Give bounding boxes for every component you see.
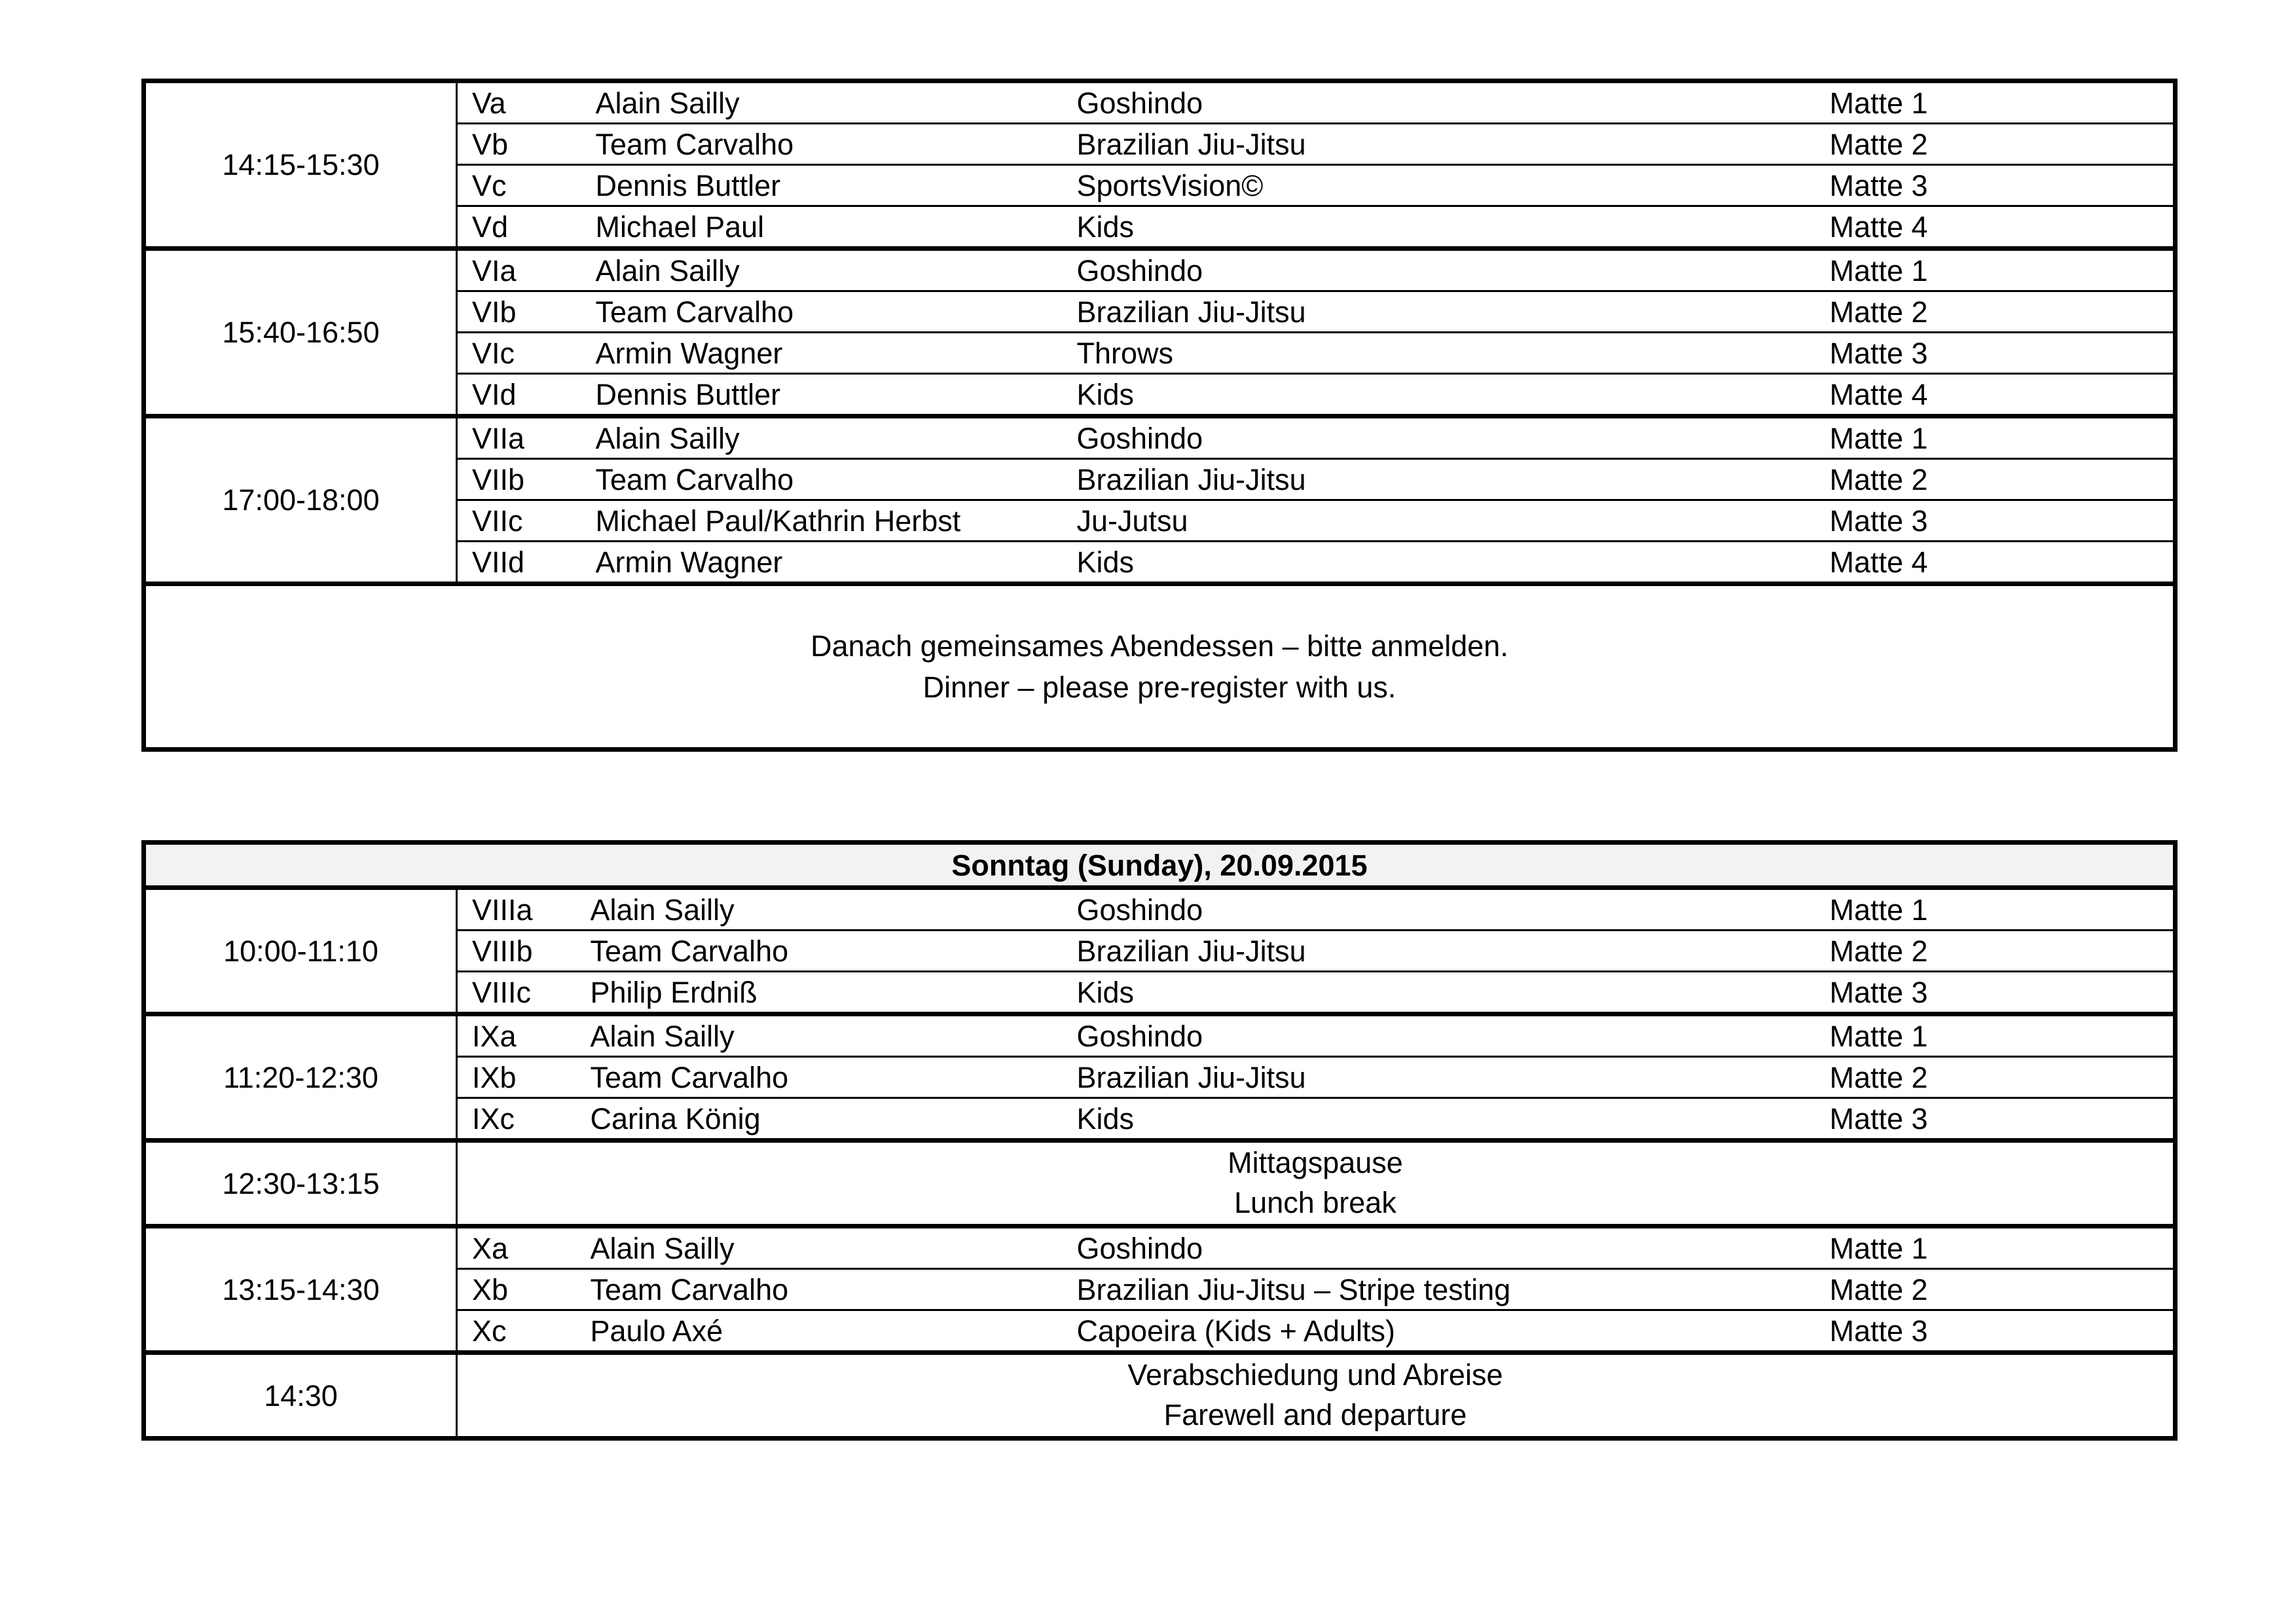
session-topic: Throws xyxy=(1077,333,1830,374)
session-trainer: Team Carvalho xyxy=(596,459,1077,500)
time-slot: 17:00-18:00 xyxy=(144,416,457,584)
dinner-note-block xyxy=(144,584,2176,750)
time-slot: 13:15-14:30 xyxy=(144,1227,457,1353)
session-topic: Ju-Jutsu xyxy=(1077,500,1830,542)
session-mat: Matte 2 xyxy=(1830,459,2176,500)
session-trainer: Dennis Buttler xyxy=(595,377,781,411)
dinner-note-german: Danach gemeinsames Abendessen – bitte anmelden. xyxy=(811,629,1508,663)
time-slot: 14:30 xyxy=(144,1353,457,1439)
time-block xyxy=(144,888,2176,1014)
session-trainer: Alain Sailly xyxy=(596,249,1077,291)
session-code: VIIb xyxy=(457,459,596,500)
session-topic: Goshindo xyxy=(1077,81,1830,124)
session-topic: Kids xyxy=(1076,1101,1135,1135)
session-code: VId xyxy=(472,377,517,411)
session-topic: Brazilian Jiu-Jitsu xyxy=(1077,1057,1830,1098)
session-mat: Matte 3 xyxy=(1829,1314,1928,1348)
time-block xyxy=(144,81,2176,249)
session-trainer: Armin Wagner xyxy=(595,545,783,579)
session-trainer: Team Carvalho xyxy=(591,1269,1077,1310)
day-header-block xyxy=(144,843,2176,888)
session-code: VIIIb xyxy=(457,931,591,972)
session-code: VIIIc xyxy=(472,975,532,1009)
sunday-schedule-table xyxy=(141,840,2178,1441)
session-trainer: Alain Sailly xyxy=(596,416,1077,459)
session-topic: Capoeira (Kids + Adults) xyxy=(1076,1314,1395,1348)
time-block xyxy=(144,1227,2176,1353)
lunch-block xyxy=(144,1141,2176,1227)
session-code: IXc xyxy=(472,1101,515,1135)
lunch-break-english: Lunch break xyxy=(1234,1186,1396,1219)
session-code: Xa xyxy=(457,1227,591,1269)
session-code: VIIc xyxy=(457,500,596,542)
time-slot: 14:15-15:30 xyxy=(144,81,457,249)
session-code: IXb xyxy=(457,1057,591,1098)
session-trainer: Armin Wagner xyxy=(596,333,1077,374)
time-slot: 12:30-13:15 xyxy=(144,1141,457,1227)
dinner-note-english: Dinner – please pre-register with us. xyxy=(922,671,1396,704)
farewell xyxy=(457,1353,2176,1439)
session-mat: Matte 4 xyxy=(1829,377,1928,411)
session-mat: Matte 1 xyxy=(1830,1014,2176,1057)
session-mat: Matte 1 xyxy=(1830,81,2176,124)
session-code: Xb xyxy=(457,1269,591,1310)
session-trainer: Alain Sailly xyxy=(591,1014,1077,1057)
time-slot: 11:20-12:30 xyxy=(144,1014,457,1141)
saturday-schedule-table xyxy=(141,79,2178,752)
session-topic: Kids xyxy=(1076,377,1135,411)
farewell-block xyxy=(144,1353,2176,1439)
session-code: Xc xyxy=(472,1314,507,1348)
session-topic: Brazilian Jiu-Jitsu xyxy=(1077,931,1830,972)
session-trainer: Michael Paul/Kathrin Herbst xyxy=(596,500,1077,542)
session-mat: Matte 3 xyxy=(1830,333,2176,374)
session-mat: Matte 2 xyxy=(1830,931,2176,972)
session-topic: Kids xyxy=(1076,975,1135,1009)
session-mat: Matte 2 xyxy=(1830,124,2176,165)
session-code: Vb xyxy=(457,124,596,165)
time-slot: 10:00-11:10 xyxy=(144,888,457,1014)
session-mat: Matte 4 xyxy=(1829,545,1928,579)
session-code: VIc xyxy=(457,333,596,374)
session-trainer: Team Carvalho xyxy=(596,124,1077,165)
time-slot: 15:40-16:50 xyxy=(144,249,457,416)
session-topic: Brazilian Jiu-Jitsu xyxy=(1077,459,1830,500)
farewell-german: Verabschiedung und Abreise xyxy=(1127,1358,1503,1392)
session-topic: Goshindo xyxy=(1077,416,1830,459)
session-code: VIIIa xyxy=(457,888,591,931)
session-mat: Matte 2 xyxy=(1830,1269,2176,1310)
session-topic: Goshindo xyxy=(1077,249,1830,291)
session-code: VIId xyxy=(472,545,525,579)
session-code: VIb xyxy=(457,291,596,333)
session-mat: Matte 4 xyxy=(1829,210,1928,244)
session-trainer: Carina König xyxy=(590,1101,761,1135)
session-trainer: Alain Sailly xyxy=(591,888,1077,931)
session-mat: Matte 2 xyxy=(1830,291,2176,333)
session-code: Va xyxy=(457,81,596,124)
session-topic: SportsVision© xyxy=(1077,165,1830,206)
lunch-break xyxy=(457,1141,2176,1227)
session-trainer: Alain Sailly xyxy=(591,1227,1077,1269)
session-trainer: Paulo Axé xyxy=(590,1314,723,1348)
session-mat: Matte 2 xyxy=(1830,1057,2176,1098)
time-block xyxy=(144,249,2176,416)
farewell-english: Farewell and departure xyxy=(1163,1398,1467,1431)
time-block xyxy=(144,1014,2176,1141)
session-topic: Brazilian Jiu-Jitsu – Stripe testing xyxy=(1077,1269,1830,1310)
day-header: Sonntag (Sunday), 20.09.2015 xyxy=(144,843,2176,888)
dinner-note xyxy=(144,584,2176,750)
session-code: Vd xyxy=(472,210,509,244)
session-mat: Matte 3 xyxy=(1830,500,2176,542)
session-mat: Matte 1 xyxy=(1830,249,2176,291)
session-topic: Goshindo xyxy=(1077,888,1830,931)
session-topic: Brazilian Jiu-Jitsu xyxy=(1077,291,1830,333)
lunch-break-german: Mittagspause xyxy=(1228,1146,1403,1180)
session-trainer: Philip Erdniß xyxy=(590,975,757,1009)
time-block xyxy=(144,416,2176,584)
session-code: VIa xyxy=(457,249,596,291)
session-trainer: Team Carvalho xyxy=(591,931,1077,972)
session-trainer: Alain Sailly xyxy=(596,81,1077,124)
session-trainer: Dennis Buttler xyxy=(596,165,1077,206)
session-trainer: Michael Paul xyxy=(595,210,765,244)
session-mat: Matte 1 xyxy=(1830,1227,2176,1269)
session-mat: Matte 3 xyxy=(1829,1101,1928,1135)
session-topic: Goshindo xyxy=(1077,1014,1830,1057)
session-trainer: Team Carvalho xyxy=(596,291,1077,333)
session-topic: Kids xyxy=(1076,545,1135,579)
session-mat: Matte 1 xyxy=(1830,888,2176,931)
session-trainer: Team Carvalho xyxy=(591,1057,1077,1098)
session-topic: Kids xyxy=(1076,210,1135,244)
session-mat: Matte 3 xyxy=(1829,975,1928,1009)
session-code: IXa xyxy=(457,1014,591,1057)
session-topic: Brazilian Jiu-Jitsu xyxy=(1077,124,1830,165)
session-topic: Goshindo xyxy=(1077,1227,1830,1269)
session-mat: Matte 1 xyxy=(1830,416,2176,459)
session-code: Vc xyxy=(457,165,596,206)
session-code: VIIa xyxy=(457,416,596,459)
session-mat: Matte 3 xyxy=(1830,165,2176,206)
